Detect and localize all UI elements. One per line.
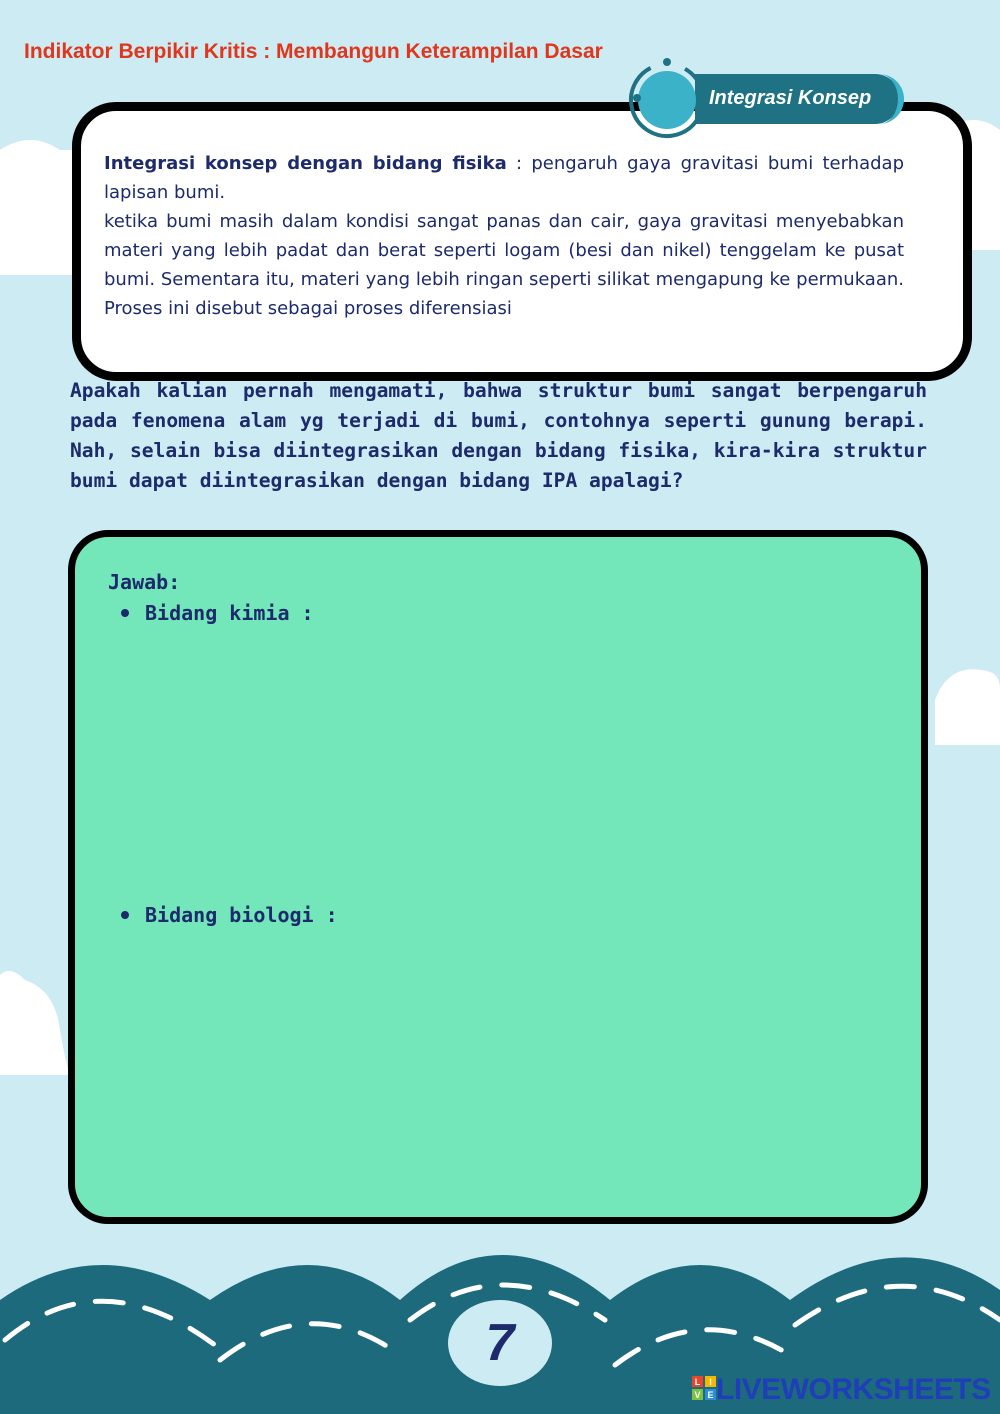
logo-text: LIVEWORKSHEETS [716,1373,991,1406]
ring-circle-icon [625,58,709,142]
concept-lead-rest: : pengaruh gaya gravitasi bumi terhadap lapisan bumi. [104,153,905,203]
answer-label: Jawab: [108,570,181,594]
logo-mark-letter: I [709,1377,712,1387]
answer-item-label: Bidang biologi : [145,903,338,927]
logo-mark-letter: E [707,1390,714,1400]
answer-field-biologi[interactable] [145,943,889,1147]
concept-lead-bold: Integrasi konsep dengan bidang fisika [104,153,507,174]
concept-body: ketika bumi masih dalam kondisi sangat panas dan cair, gaya gravitasi menyebabkan materi yang lebih padat dan berat seperti logam (besi dan nikel) tenggelam ke pusat bumi. Sementara itu, materi yang lebih ringan seperti silikat mengapung ke permukaan. Proses ini disebut sebagai proses diferensiasi [104,211,904,319]
concept-text [104,149,904,323]
answer-box [68,530,928,1224]
answer-field-kimia[interactable] [145,641,889,845]
badge-label: Integrasi Konsep [709,87,872,109]
cloud-left-top [0,140,80,275]
bullet-icon [121,911,129,919]
liveworksheets-logo-icon [692,1376,716,1400]
logo-mark-letter: V [694,1390,701,1400]
answer-item-label: Bidang kimia : [145,601,314,625]
concept-card [72,102,972,381]
concept-badge [625,58,905,142]
answer-item-biologi [121,903,338,927]
question-text: Apakah kalian pernah mengamati, bahwa struktur bumi sangat berpengaruh pada fenomena alam yg terjadi di bumi, contohnya seperti gunung berapi. Nah, selain bisa diintegrasikan dengan bidang fisika, kira-kira struktur bumi dapat diintegrasikan dengan bidang IPA apalagi? [70,379,927,492]
badge-pill-edge [878,74,904,124]
page-title: Indikator Berpikir Kritis : Membangun Keterampilan Dasar [24,40,603,63]
answer-item-kimia [121,601,314,625]
cloud-left-low [0,971,70,1075]
bullet-icon [121,609,129,617]
liveworksheets-logo[interactable] [692,1373,991,1407]
page-number: 7 [448,1300,552,1386]
cloud-right-mid [935,669,1000,745]
logo-mark-letter: L [694,1377,701,1387]
